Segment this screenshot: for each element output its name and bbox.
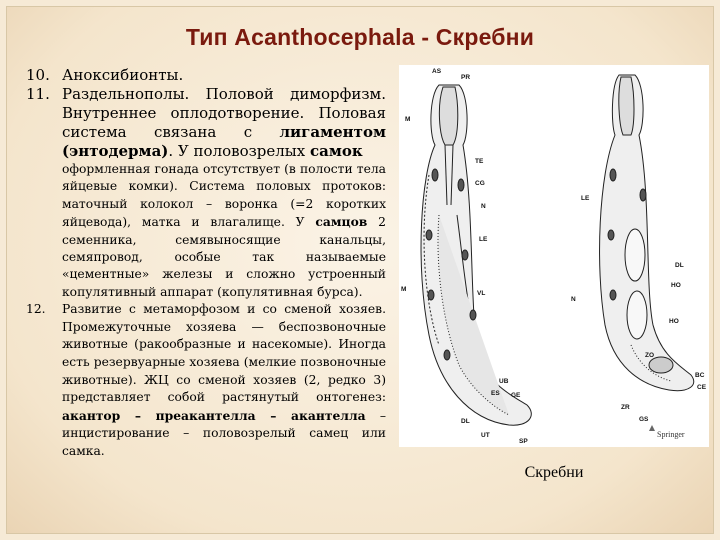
right-specimen — [600, 75, 694, 391]
figure-label: BC — [695, 372, 705, 379]
item-11-bold-ligament: лигаментом (энтодерма) — [62, 123, 386, 160]
figure-label: N — [481, 203, 486, 210]
item-11-head — [62, 85, 386, 161]
item-text: Аноксибионты. — [62, 66, 184, 84]
figure-credit: Springer — [657, 430, 685, 439]
anatomy-drawing — [399, 65, 709, 447]
figure-label: M — [401, 286, 407, 293]
figure-label: M — [405, 116, 411, 123]
list-item-11 — [26, 85, 386, 301]
item-number: 11. — [26, 85, 50, 103]
bullet-list — [26, 66, 386, 461]
figure-label: DL — [461, 418, 470, 425]
figure-label: ES — [491, 390, 500, 397]
item-11-mid2: оформленная гонада отсутствует (в полости тела яйцевые комки). Система половых протоков: маточный колокол – воронка (=2 коротких яйцевода), матка и влагалище. У — [62, 162, 386, 230]
figure-label: UT — [481, 432, 490, 439]
figure-label: SP — [519, 438, 528, 445]
item-12-bold-lifecycle: акантор – преакантелла – акантелла — [62, 407, 366, 423]
figure-label: PR — [461, 74, 471, 81]
figure-label: LE — [581, 195, 590, 202]
figure-label: GS — [639, 416, 649, 423]
figure-label: CE — [697, 384, 707, 391]
item-11-end: 2 семенника, семявыносящие канальцы, семяпровод, особые так называемые «цементные» железы и сложно устроенный копулятивный аппарат (копулятивная бурса). — [62, 215, 386, 299]
figure-label: HO — [671, 282, 681, 289]
figure-label: CG — [475, 180, 485, 187]
item-11-mid1: . У половозрелых — [168, 142, 306, 160]
item-11-intro: Раздельнополы. Половой диморфизм. Внутреннее оплодотворение. Половая система связана с — [62, 85, 386, 141]
left-specimen — [421, 85, 531, 425]
figure-label: ZO — [645, 352, 655, 359]
list-item-12 — [26, 301, 386, 460]
figure-label: UB — [499, 378, 509, 385]
figure-label: HO — [669, 318, 679, 325]
acanthocephala-figure — [399, 65, 709, 447]
item-number: 12. — [26, 302, 46, 317]
figure-label: ZR — [621, 404, 630, 411]
item-11-body — [62, 161, 386, 301]
figure-label: VL — [477, 290, 486, 297]
item-12-end: – инцистирование – половозрелый самец или самка. — [62, 408, 386, 458]
figure-label: LE — [479, 236, 488, 243]
figure-label: GE — [511, 392, 521, 399]
slide-title: Тип Acanthocephala - Скребни — [185, 24, 535, 50]
figure-label: N — [571, 296, 576, 303]
figure-label: AS — [432, 68, 442, 75]
springer-logo — [649, 425, 685, 439]
item-12-intro: Развитие с метаморфозом и со сменой хозяев. Промежуточные хозяева — беспозвоночные животные (ракообразные и насекомые). Иногда есть резервуарные хозяева (мелкие позвоночные животные). ЖЦ со сменой хозяев (2, редко 3) представляет собой растянутый онтогенез: — [62, 302, 386, 405]
figure-caption: Скребни — [524, 464, 584, 481]
figure-label: DL — [675, 262, 684, 269]
item-11-bold-males: самцов — [315, 214, 368, 230]
item-11-bold-females: самок — [309, 142, 363, 160]
list-item-10 — [26, 66, 386, 85]
figure-label: TE — [475, 158, 484, 165]
item-number: 10. — [26, 66, 50, 84]
